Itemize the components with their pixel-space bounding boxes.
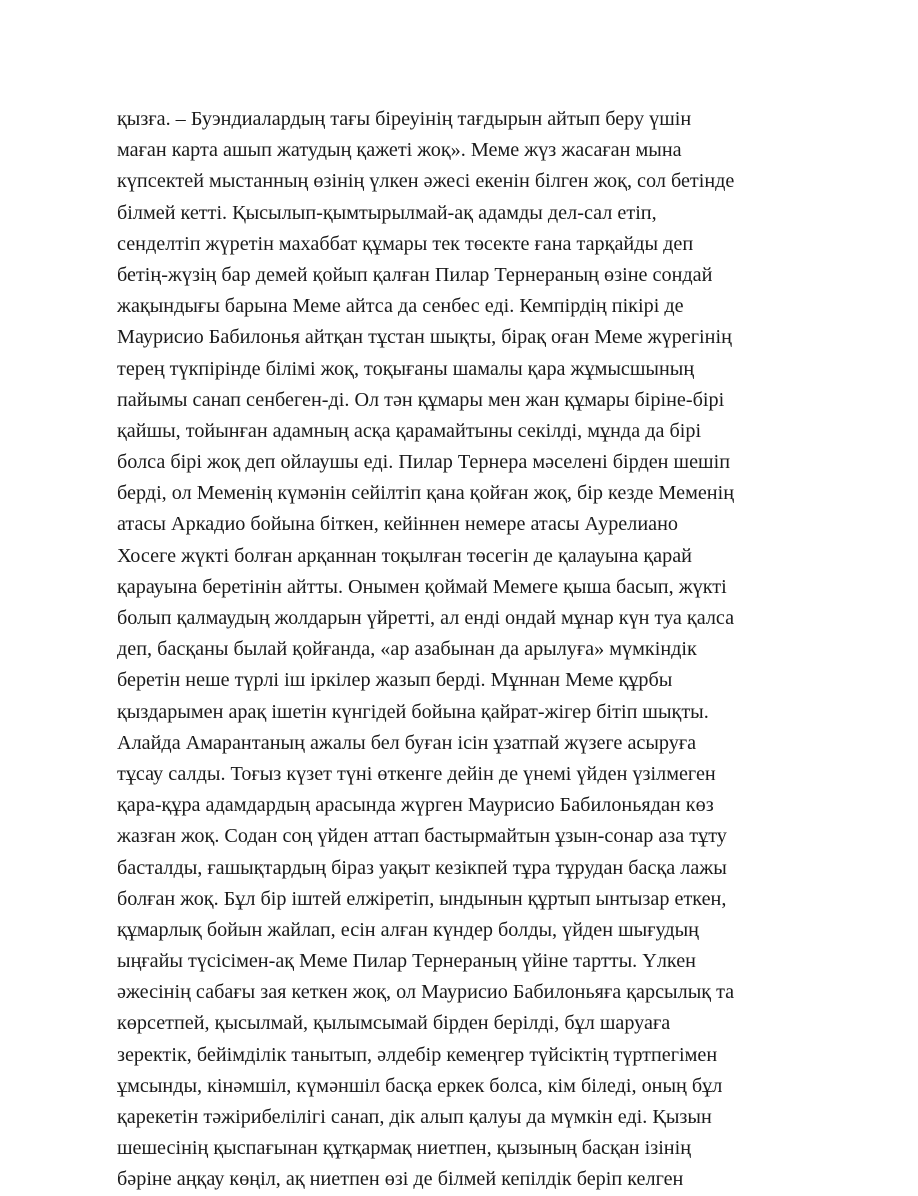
text-line: қарекетін тәжірибелілігі санап, дік алып қалуы да мүмкін еді. Қызын xyxy=(117,1106,712,1128)
text-line: терең түкпірінде білімі жоқ, тоқығаны шамалы қара жұмысшының xyxy=(117,357,695,380)
text-line: пайымы санап сенбеген-ді. Ол тән құмары мен жан құмары біріне-бірі xyxy=(117,388,725,411)
text-line: білмей кетті. Қысылып-қымтырылмай-ақ адамды дел-сал етіп, xyxy=(117,201,657,224)
text-line: беретін неше түрлі іш іркілер жазып берді. Мұннан Меме құрбы xyxy=(117,669,673,692)
text-line: бетің-жүзің бар демей қойып қалған Пилар Тернераның өзіне сондай xyxy=(117,263,713,286)
text-line: болса бірі жоқ деп ойлаушы еді. Пилар Тернера мәселені бірден шешіп xyxy=(117,451,730,474)
body-text xyxy=(117,104,817,1196)
text-line: ыңғайы түсісімен-ақ Меме Пилар Тернераның үйіне тартты. Үлкен xyxy=(117,950,696,973)
text-line: бәріне аңқау көңіл, ақ ниетпен өзі де білмей кепілдік беріп келген xyxy=(117,1168,684,1191)
text-line: берді, ол Меменің күмәнін сейілтіп қана қойған жоқ, бір кезде Меменің xyxy=(117,482,735,505)
text-line: ұмсынды, кінәмшіл, күмәншіл басқа еркек болса, кім біледі, оның бұл xyxy=(117,1074,723,1097)
text-line: Хосеге жүкті болған арқаннан тоқылған төсегін де қалауына қарай xyxy=(117,544,692,567)
text-line: қыздарымен арақ ішетін күнгідей бойына қайрат-жігер бітіп шықты. xyxy=(117,700,709,723)
text-line: көрсетпей, қысылмай, қылымсымай бірден берілді, бұл шаруаға xyxy=(117,1012,671,1035)
text-line: сенделтіп жүретін махаббат құмары тек төсекте ғана тарқайды деп xyxy=(117,232,694,255)
text-line: деп, басқаны былай қойғанда, «ар азабынан да арылуға» мүмкіндік xyxy=(117,638,697,661)
text-line: шешесінің қыспағынан құтқармақ ниетпен, қызының басқан ізінің xyxy=(117,1137,692,1160)
text-line: Маурисио Бабилонья айтқан тұстан шықты, бірақ оған Меме жүрегінің xyxy=(117,326,732,349)
text-line: қарауына беретінін айтты. Онымен қоймай Мемеге қыша басып, жүкті xyxy=(117,575,727,598)
text-line: атасы Аркадио бойына біткен, кейіннен немере атасы Аурелиано xyxy=(117,513,678,536)
text-line: қайшы, тойынған адамның асқа қарамайтыны секілді, мұнда да бірі xyxy=(117,419,702,442)
text-line: әжесінің сабағы зая кеткен жоқ, ол Маурисио Бабилоньяға қарсылық та xyxy=(117,981,735,1004)
text-line: күпсектей мыстанның өзінің үлкен әжесі екенін білген жоқ, сол бетінде xyxy=(117,170,735,193)
text-line: маған карта ашып жатудың қажеті жоқ». Меме жүз жасаған мына xyxy=(117,139,682,162)
text-line: жазған жоқ. Содан соң үйден аттап бастырмайтын ұзын-сонар аза тұту xyxy=(117,825,727,848)
text-line: тұсау салды. Тоғыз күзет түні өткенге дейін де үнемі үйден үзілмеген xyxy=(117,762,716,785)
text-line: қара-құра адамдардың арасында жүрген Маурисио Бабилоньядан көз xyxy=(117,794,714,817)
text-line: болып қалмаудың жолдарын үйретті, ал енді ондай мұнар күн туа қалса xyxy=(117,607,735,629)
text-line: басталды, ғашықтардың біраз уақыт кезікпей тұра тұрудан басқа лажы xyxy=(117,856,727,879)
text-line: зеректік, бейімділік танытып, әлдебір кемеңгер түйсіктің түртпегімен xyxy=(117,1043,718,1066)
text-line: болған жоқ. Бұл бір іштей елжіретіп, ындынын құртып ынтызар еткен, xyxy=(117,887,727,910)
text-line: Алайда Амарантаның ажалы бел буған ісін ұзатпай жүзеге асыруға xyxy=(117,731,697,754)
text-line: қызға. – Буэндиалардың тағы біреуінің тағдырын айтып беру үшін xyxy=(117,108,692,130)
text-line: құмарлық бойын жайлап, есін алған күндер болды, үйден шығудың xyxy=(117,918,699,941)
text-line: жақындығы барына Меме айтса да сенбес еді. Кемпірдің пікірі де xyxy=(117,295,684,318)
